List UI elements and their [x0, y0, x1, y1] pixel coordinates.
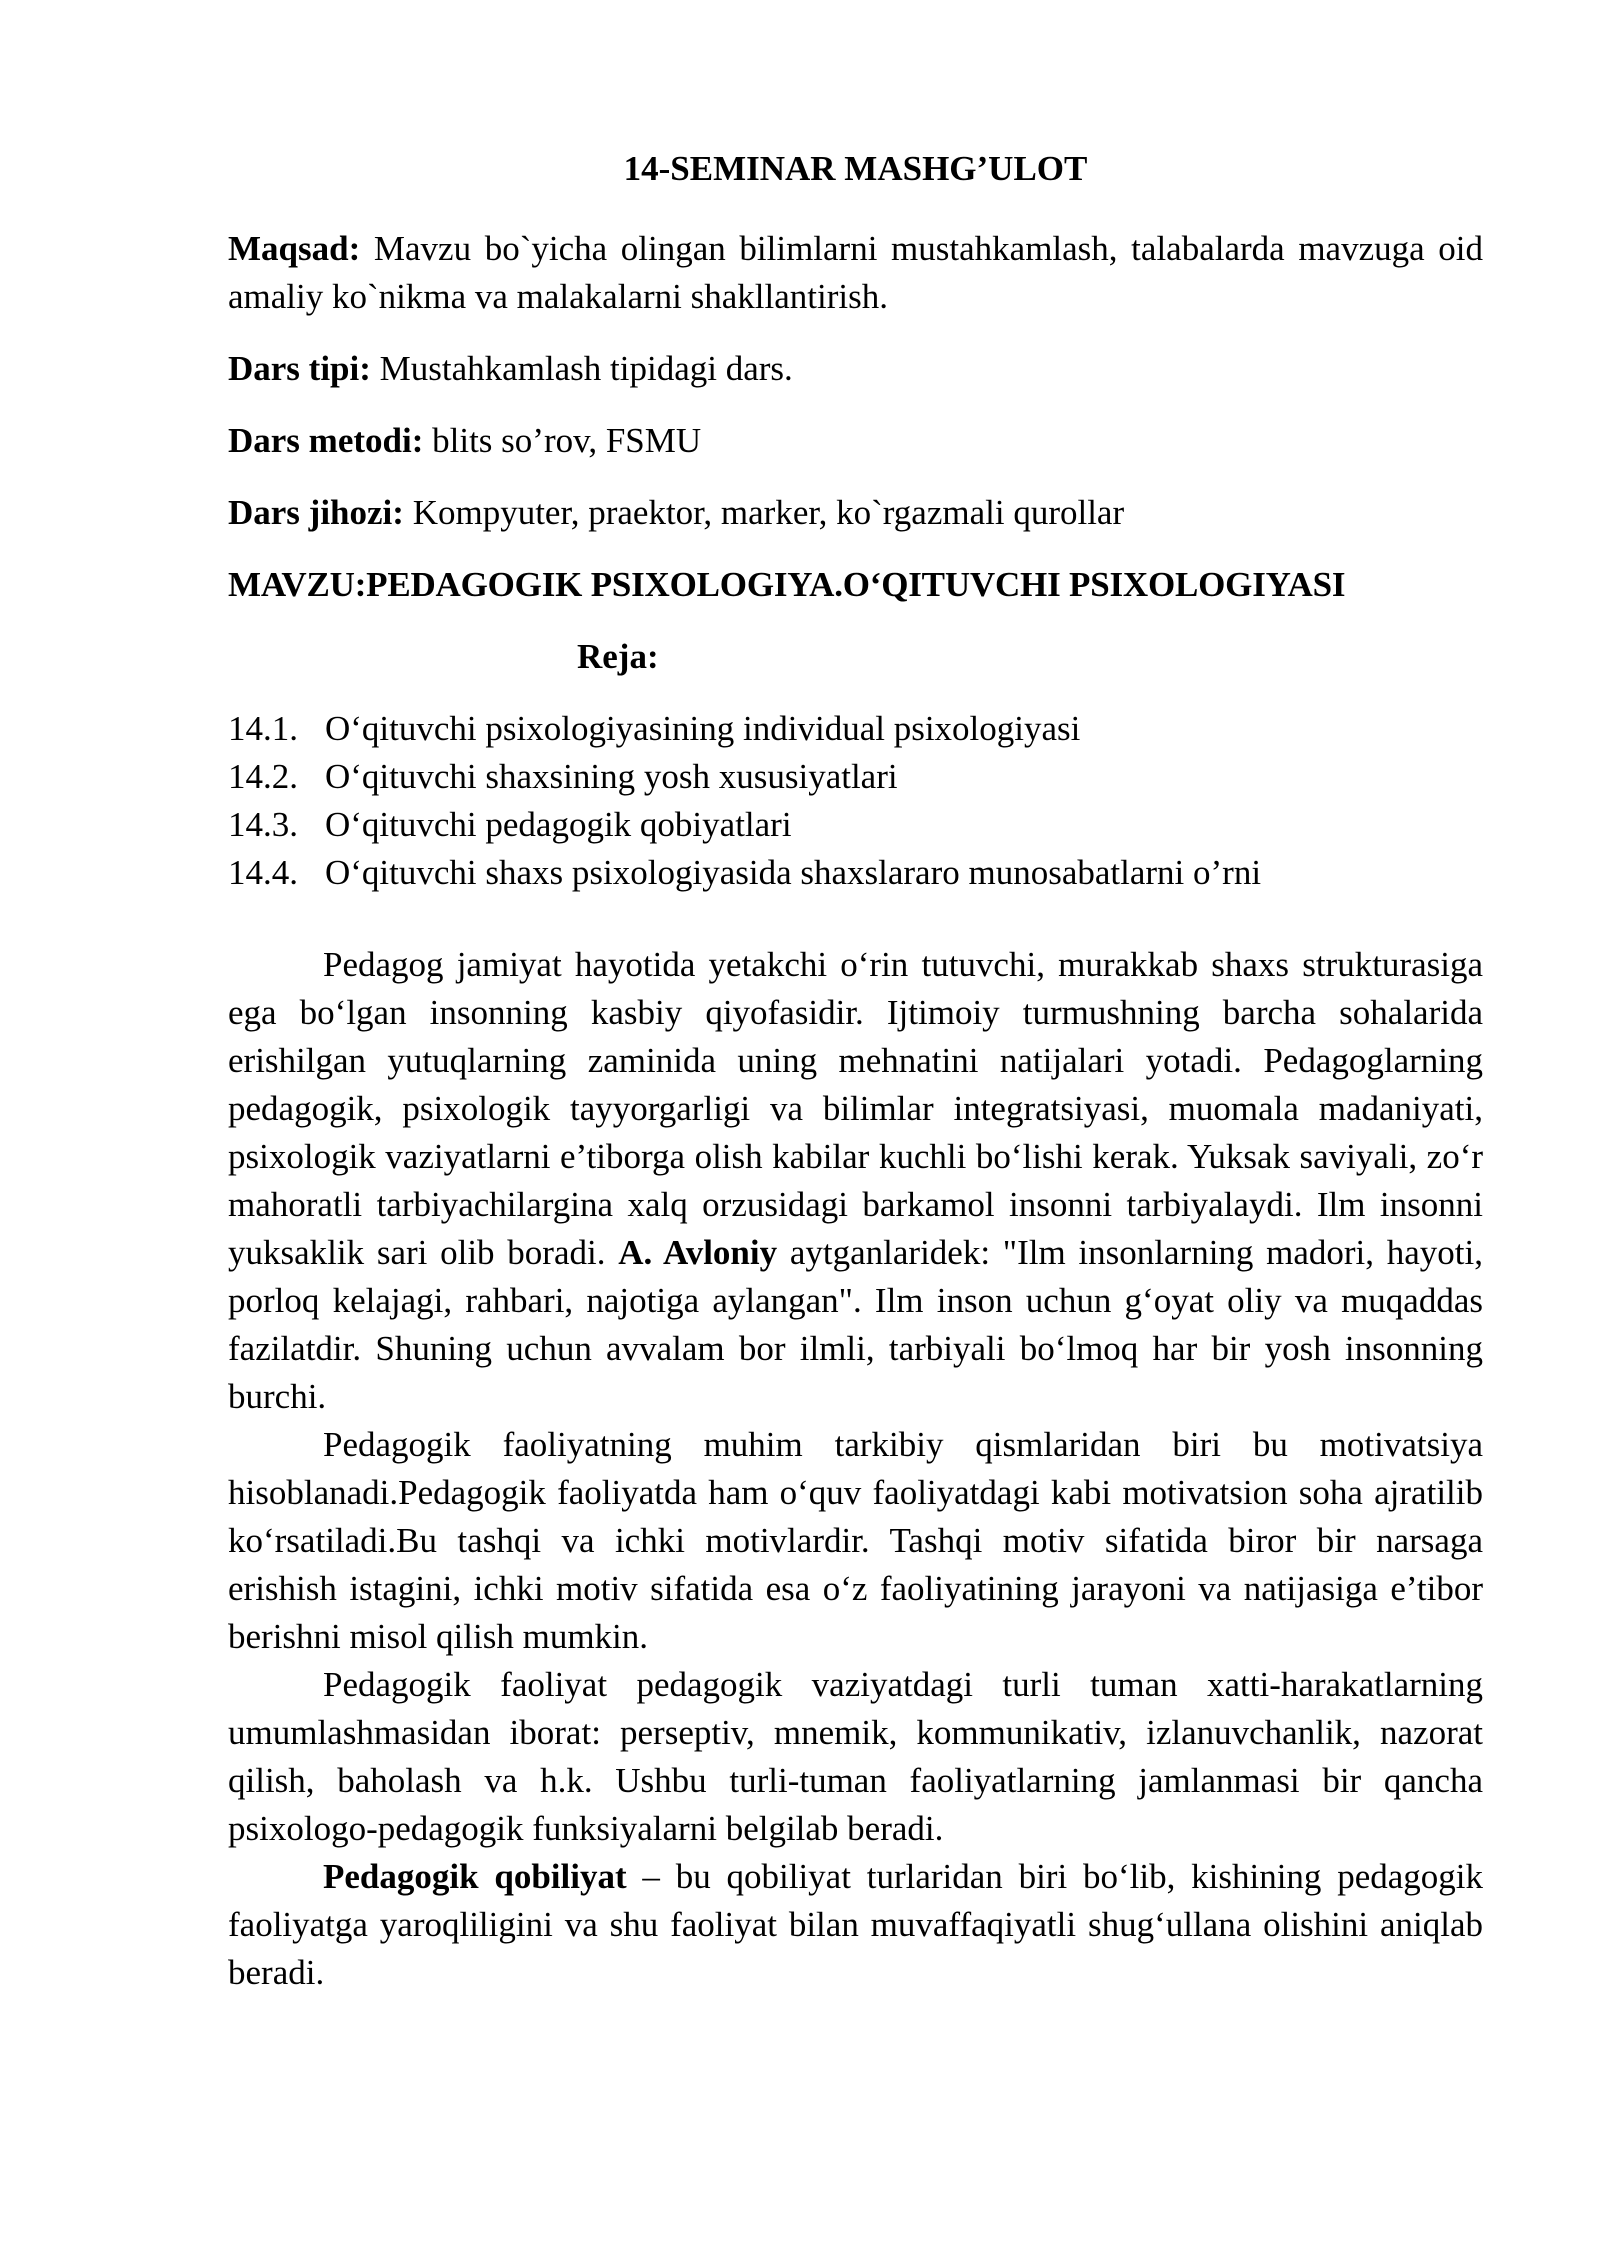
meta-text: Mustahkamlash tipidagi dars. [370, 349, 793, 388]
lesson-meta-line [228, 417, 1483, 465]
lesson-meta-line [228, 345, 1483, 393]
meta-label: Dars metodi: [228, 421, 424, 460]
plan-heading: Reja: [577, 637, 659, 676]
plan-item-number: 14.2. [228, 757, 298, 796]
plan-item-number: 14.1. [228, 709, 298, 748]
text-run: Pedagog jamiyat hayotida yetakchi o‘rin tutuvchi, murakkab shaxs strukturasiga ega bo‘lgan insonning kasbiy qiyofasidir. Ijtimoiy turmushning barcha sohalarida erishilgan yutuqlarning zaminida uning mehnatini natijalari yotadi. Pedagoglarning pedagogik, psixologik tayyorgarligi va bilimlar integratsiyasi, muomala madaniyati, psixologik vaziyatlarni e’tiborga olish kabilar kuchli bo‘lishi kerak. Yuksak saviyali, zo‘r mahoratli tarbiyachilargina xalq orzusidagi barkamol insonni tarbiyalaydi. Ilm insonni yuksaklik sari olib boradi. [228, 945, 1483, 1272]
text-run: – bu qobiliyat turlaridan biri bo‘lib, kishining pedagogik faoliyatga yaroqliligini va shu faoliyat bilan muvaffaqiyatli shug‘ullana olishini aniqlab beradi. [228, 1857, 1483, 1992]
body-paragraph [228, 1853, 1483, 1997]
plan-item-number: 14.3. [228, 805, 298, 844]
plan-item-text: O‘qituvchi shaxs psixologiyasida shaxslararo munosabatlarni o’rni [325, 853, 1262, 892]
bold-run: Pedagogik qobiliyat [323, 1857, 627, 1896]
topic-heading: MAVZU:PEDAGOGIK PSIXOLOGIYA.O‘QITUVCHI PSIXOLOGIYASI [228, 565, 1346, 604]
body-paragraph [228, 941, 1483, 1421]
meta-label: Dars tipi: [228, 349, 371, 388]
lesson-meta-line [228, 225, 1483, 321]
lesson-meta-section [228, 225, 1483, 537]
plan-list [228, 705, 1483, 897]
text-run: Pedagogik faoliyat pedagogik vaziyatdagi turli tuman xatti-harakatlarning umumlashmasidan iborat: perseptiv, mnemik, kommunikativ, izlanuvchanlik, nazorat qilish, baholash va h.k. Ushbu turli-tuman faoliyatlarning jamlanmasi bir qancha psixologo-pedagogik funksiyalarni belgilab beradi. [228, 1665, 1483, 1848]
meta-text: Kompyuter, praektor, marker, ko`rgazmali qurollar [403, 493, 1125, 532]
plan-item [228, 753, 1483, 801]
plan-item [228, 801, 1483, 849]
plan-item [228, 849, 1483, 897]
body-paragraphs [228, 941, 1483, 1997]
plan-item-text: O‘qituvchi shaxsining yosh xususiyatlari [325, 757, 898, 796]
text-run: aytganlaridek: "Ilm insonlarning madori, hayoti, porloq kelajagi, rahbari, najotiga aylangan". Ilm inson uchun g‘oyat oliy va muqaddas fazilatdir. Shuning uchun avvalam bor ilmli, tarbiyali bo‘lmoq har bir yosh insonning burchi. [228, 1233, 1484, 1416]
plan-item-text: O‘qituvchi psixologiyasining individual psixologiyasi [325, 709, 1081, 748]
plan-item [228, 705, 1483, 753]
body-paragraph [228, 1661, 1483, 1853]
lesson-meta-line [228, 489, 1483, 537]
text-run: Pedagogik faoliyatning muhim tarkibiy qismlaridan biri bu motivatsiya hisoblanadi.Pedagogik faoliyatda ham o‘quv faoliyatdagi kabi motivatsion soha ajratilib ko‘rsatiladi.Bu tashqi va ichki motivlardir. Tashqi motiv sifatida biror bir narsaga erishish istagini, ichki motiv sifatida esa o‘z faoliyatining jarayoni va natijasiga e’tibor berishni misol qilish mumkin. [228, 1425, 1483, 1656]
document-content [228, 145, 1483, 1997]
plan-item-number: 14.4. [228, 853, 298, 892]
bold-run: A. Avloniy [618, 1233, 778, 1272]
plan-item-text: O‘qituvchi pedagogik qobiyatlari [325, 805, 792, 844]
document-title: 14-SEMINAR MASHG’ULOT [623, 149, 1088, 188]
meta-text: Mavzu bo`yicha olingan bilimlarni mustahkamlash, talabalarda mavzuga oid amaliy ko`nikma va malakalarni shakllantirish. [228, 229, 1483, 316]
meta-text: blits so’rov, FSMU [423, 421, 702, 460]
meta-label: Dars jihozi: [228, 493, 404, 532]
meta-label: Maqsad: [228, 229, 361, 268]
body-paragraph [228, 1421, 1483, 1661]
